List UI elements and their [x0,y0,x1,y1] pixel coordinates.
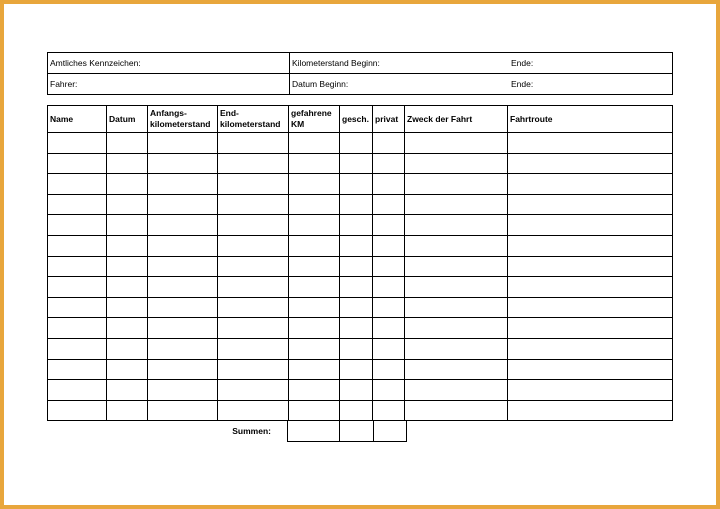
table-cell[interactable] [48,194,107,215]
end-label: Ende: [511,58,534,68]
table-cell[interactable] [508,194,673,215]
table-cell[interactable] [508,153,673,174]
table-cell[interactable] [405,400,508,421]
table-cell[interactable] [218,277,289,298]
table-cell[interactable] [48,256,107,277]
table-cell[interactable] [107,297,148,318]
table-cell[interactable] [373,277,405,298]
table-cell[interactable] [218,318,289,339]
col-date: Datum [107,106,148,133]
table-cell[interactable] [218,153,289,174]
table-cell[interactable] [148,359,218,380]
table-cell[interactable] [340,194,373,215]
col-driven-km: gefahrene KM [289,106,340,133]
table-cell[interactable] [289,359,340,380]
table-cell[interactable] [289,133,340,154]
sum-row [47,421,407,442]
table-row [48,318,673,339]
table-cell[interactable] [289,174,340,195]
table-cell[interactable] [289,153,340,174]
table-row [48,235,673,256]
plate-label: Amtliches Kennzeichen: [50,58,141,68]
col-purpose: Zweck der Fahrt [405,106,508,133]
table-cell[interactable] [48,297,107,318]
table-cell[interactable] [405,338,508,359]
table-cell[interactable] [340,256,373,277]
table-cell[interactable] [405,194,508,215]
table-cell[interactable] [218,338,289,359]
col-end-km: End- kilometerstand [218,106,289,133]
table-cell[interactable] [340,277,373,298]
table-cell[interactable] [218,359,289,380]
table-cell[interactable] [373,174,405,195]
table-cell[interactable] [107,318,148,339]
table-cell[interactable] [340,359,373,380]
table-cell[interactable] [340,133,373,154]
table-cell[interactable] [148,400,218,421]
table-cell[interactable] [405,380,508,401]
table-cell[interactable] [48,338,107,359]
table-cell[interactable] [218,174,289,195]
table-cell[interactable] [373,338,405,359]
table-cell[interactable] [340,318,373,339]
table-cell[interactable] [218,380,289,401]
col-name: Name [48,106,107,133]
col-private: privat [373,106,405,133]
table-cell[interactable] [48,359,107,380]
table-cell[interactable] [218,133,289,154]
table-cell[interactable] [48,133,107,154]
table-cell[interactable] [148,215,218,236]
table-cell[interactable] [218,235,289,256]
sum-label: Summen: [232,426,271,437]
column-header-row [48,106,673,133]
table-cell[interactable] [405,359,508,380]
sum-driven-km-cell[interactable] [288,421,340,442]
table-cell[interactable] [373,318,405,339]
table-cell[interactable] [48,153,107,174]
table-cell[interactable] [148,380,218,401]
table-cell[interactable] [508,133,673,154]
col-business: gesch. [340,106,373,133]
table-cell[interactable] [107,133,148,154]
table-cell[interactable] [373,235,405,256]
col-start-km: Anfangs- kilometerstand [148,106,218,133]
table-cell[interactable] [508,215,673,236]
plate-field[interactable] [48,53,290,74]
header-table [47,52,673,95]
table-cell[interactable] [107,380,148,401]
table-cell[interactable] [148,153,218,174]
table-row [48,380,673,401]
table-cell[interactable] [218,400,289,421]
table-row [48,400,673,421]
table-cell[interactable] [289,277,340,298]
table-cell[interactable] [48,318,107,339]
table-row [48,338,673,359]
table-cell[interactable] [405,174,508,195]
table-cell[interactable] [148,297,218,318]
table-cell[interactable] [405,277,508,298]
table-cell[interactable] [218,215,289,236]
table-cell[interactable] [508,297,673,318]
table-cell[interactable] [148,318,218,339]
table-cell[interactable] [373,400,405,421]
table-cell[interactable] [289,318,340,339]
table-cell[interactable] [107,277,148,298]
table-cell[interactable] [508,277,673,298]
table-cell[interactable] [218,194,289,215]
table-row [48,215,673,236]
table-cell[interactable] [48,235,107,256]
table-cell[interactable] [405,133,508,154]
table-cell[interactable] [289,235,340,256]
col-route: Fahrtroute [508,106,673,133]
table-cell[interactable] [340,338,373,359]
table-cell[interactable] [508,359,673,380]
table-cell[interactable] [289,215,340,236]
table-cell[interactable] [373,359,405,380]
driver-label: Fahrer: [50,79,78,89]
table-cell[interactable] [340,235,373,256]
table-cell[interactable] [48,174,107,195]
table-cell[interactable] [340,297,373,318]
table-cell[interactable] [148,133,218,154]
table-row [48,297,673,318]
logbook-body [48,133,673,421]
table-cell[interactable] [148,174,218,195]
header-row-2 [48,74,673,95]
table-cell[interactable] [373,194,405,215]
table-cell[interactable] [289,380,340,401]
table-cell[interactable] [340,174,373,195]
table-cell[interactable] [218,256,289,277]
table-cell[interactable] [48,380,107,401]
date-start-label: Datum Beginn: [292,79,349,89]
table-cell[interactable] [405,256,508,277]
table-cell[interactable] [148,256,218,277]
table-cell[interactable] [148,277,218,298]
table-row [48,277,673,298]
table-row [48,256,673,277]
odo-start-field[interactable] [290,53,510,74]
table-cell[interactable] [107,338,148,359]
table-cell[interactable] [289,256,340,277]
table-cell[interactable] [373,215,405,236]
date-start-field[interactable] [290,74,510,95]
table-row [48,133,673,154]
table-cell[interactable] [289,338,340,359]
table-cell[interactable] [289,297,340,318]
table-cell[interactable] [508,174,673,195]
table-cell[interactable] [508,318,673,339]
table-cell[interactable] [48,215,107,236]
table-cell[interactable] [373,256,405,277]
table-row [48,194,673,215]
end-label: Ende: [511,79,534,89]
table-cell[interactable] [340,380,373,401]
date-end-field[interactable] [509,74,673,95]
logbook-table [47,105,673,421]
table-cell[interactable] [340,153,373,174]
table-cell[interactable] [107,194,148,215]
table-cell[interactable] [405,297,508,318]
header-row-1 [48,53,673,74]
sum-private-cell[interactable] [374,421,407,442]
table-cell[interactable] [405,215,508,236]
table-row [48,359,673,380]
table-cell[interactable] [48,400,107,421]
table-cell[interactable] [508,256,673,277]
table-cell[interactable] [508,400,673,421]
table-cell[interactable] [340,215,373,236]
table-cell[interactable] [107,359,148,380]
driver-field[interactable] [48,74,290,95]
table-cell[interactable] [148,194,218,215]
table-cell[interactable] [508,338,673,359]
table-row [48,174,673,195]
table-cell[interactable] [107,235,148,256]
odo-end-field[interactable] [509,53,673,74]
table-cell[interactable] [107,215,148,236]
table-cell[interactable] [405,318,508,339]
table-row [48,153,673,174]
table-cell[interactable] [373,297,405,318]
table-cell[interactable] [289,194,340,215]
sum-business-cell[interactable] [340,421,374,442]
table-cell[interactable] [148,338,218,359]
table-cell[interactable] [405,153,508,174]
table-cell[interactable] [373,380,405,401]
table-cell[interactable] [148,235,218,256]
table-cell[interactable] [289,400,340,421]
odo-start-label: Kilometerstand Beginn: [292,58,380,68]
table-cell[interactable] [107,256,148,277]
table-cell[interactable] [107,400,148,421]
table-cell[interactable] [508,235,673,256]
table-cell[interactable] [107,174,148,195]
table-cell[interactable] [405,235,508,256]
table-cell[interactable] [340,400,373,421]
table-cell[interactable] [48,277,107,298]
table-cell[interactable] [218,297,289,318]
table-cell[interactable] [107,153,148,174]
table-cell[interactable] [373,133,405,154]
table-cell[interactable] [508,380,673,401]
table-cell[interactable] [373,153,405,174]
